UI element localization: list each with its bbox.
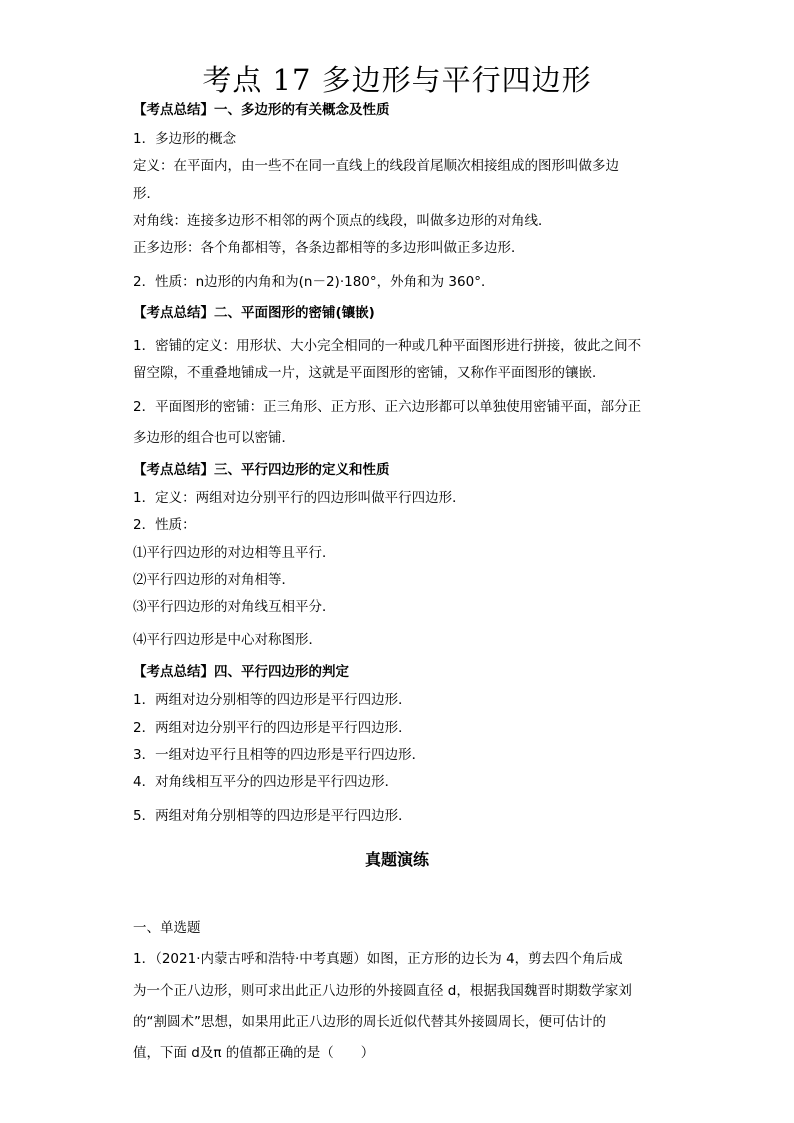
text-line: 定义：在平面内，由一些不在同一直线上的线段首尾顺次相接组成的图形叫做多边: [133, 158, 619, 174]
section-heading-3: 【考点总结】三、平行四边形的定义和性质: [133, 462, 390, 478]
question-type: 一、单选题: [133, 920, 201, 936]
text-line: 3．一组对边平行且相等的四边形是平行四边形．: [133, 747, 426, 763]
text-line: ⑴平行四边形的对边相等且平行．: [133, 545, 336, 561]
question-line: 为一个正八边形，则可求出此正八边形的外接圆直径 d，根据我国魏晋时期数学家刘: [133, 983, 632, 999]
text-line: 2．平面图形的密铺：正三角形、正方形、正六边形都可以单独使用密铺平面，部分正: [133, 399, 642, 415]
practice-heading: 真题演练: [364, 850, 429, 869]
text-line: 1．两组对边分别相等的四边形是平行四边形．: [133, 692, 412, 708]
text-line: 2．两组对边分别平行的四边形是平行四边形．: [133, 720, 412, 736]
text-line: ⑶平行四边形的对角线互相平分．: [133, 599, 336, 615]
section-heading-4: 【考点总结】四、平行四边形的判定: [133, 664, 349, 680]
text-line: 2．性质：n边形的内角和为(n－2)·180°，外角和为 360°．: [133, 274, 495, 290]
text-line: ⑵平行四边形的对角相等．: [133, 572, 295, 588]
text-line: 1．多边形的概念: [133, 131, 237, 147]
text-line: 4．对角线相互平分的四边形是平行四边形．: [133, 774, 399, 790]
text-line: 留空隙，不重叠地铺成一片，这就是平面图形的密铺，又称作平面图形的镶嵌．: [133, 365, 606, 381]
page-title: 考点 17 多边形与平行四边形: [202, 63, 592, 97]
section-heading-2: 【考点总结】二、平面图形的密铺(镶嵌): [133, 305, 375, 321]
text-line: 对角线：连接多边形不相邻的两个顶点的线段，叫做多边形的对角线．: [133, 213, 552, 229]
text-line: 2．性质：: [133, 517, 196, 533]
text-line: 形．: [133, 186, 160, 202]
text-line: 多边形的组合也可以密铺．: [133, 430, 295, 446]
question-line: 值，下面 d及π 的值都正确的是（ ）: [133, 1045, 375, 1061]
question-line: 1．（2021·内蒙古呼和浩特·中考真题）如图，正方形的边长为 4，剪去四个角后成: [133, 951, 623, 967]
text-line: 5．两组对角分别相等的四边形是平行四边形．: [133, 808, 412, 824]
question-line: 的“割圆术”思想，如果用此正八边形的周长近似代替其外接圆周长，便可估计的: [133, 1014, 606, 1030]
section-heading-1: 【考点总结】一、多边形的有关概念及性质: [133, 102, 390, 118]
text-line: ⑷平行四边形是中心对称图形．: [133, 632, 322, 648]
text-line: 1．定义：两组对边分别平行的四边形叫做平行四边形．: [133, 490, 466, 506]
text-line: 正多边形：各个角都相等，各条边都相等的多边形叫做正多边形．: [133, 240, 525, 256]
text-line: 1．密铺的定义：用形状、大小完全相同的一种或几种平面图形进行拼接，彼此之间不: [133, 338, 642, 354]
